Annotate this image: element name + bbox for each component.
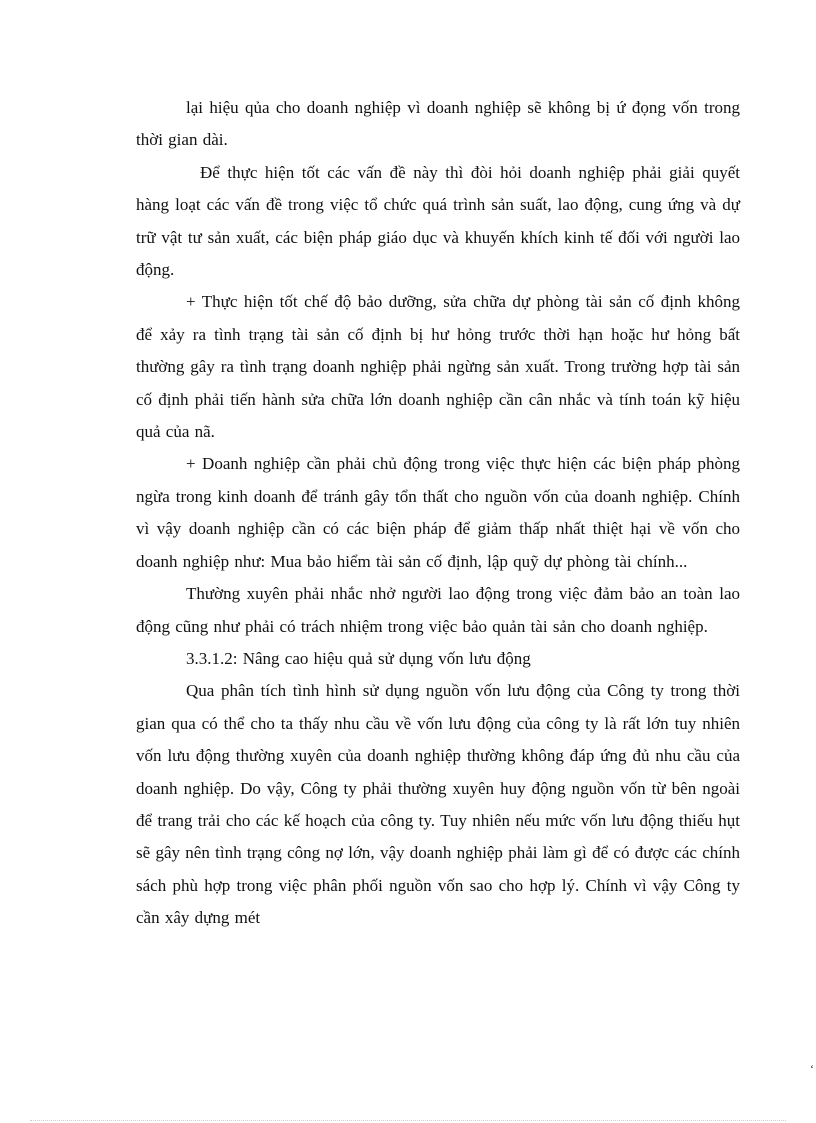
paragraph-safety: Thường xuyên phải nhắc nhở người lao động trong việc đảm bảo an toàn lao động cũng như phải có trách nhiệm trong việc bảo quản tài sản cho doanh nghiệp. — [136, 584, 740, 636]
corner-mark: ‘ — [810, 1062, 814, 1076]
document-page — [136, 92, 740, 935]
page-bottom-rule — [30, 1120, 786, 1121]
paragraph-issues: Để thực hiện tốt các vấn đề này thì đòi hỏi doanh nghiệp phải giải quyết hàng loạt các vấn đề trong việc tổ chức quá trình sản suất, lao động, cung ứng và dự trữ vật tư sản xuất, các biện pháp giáo dục và khuyến khích kinh tế đối với người lao động. — [136, 162, 740, 280]
paragraph-working-capital: Qua phân tích tình hình sử dụng nguồn vốn lưu động của Công ty trong thời gian qua có thể cho ta thấy nhu cầu về vốn lưu động của công ty là rất lớn tuy nhiên vốn lưu động thường xuyên của doanh nghiệp thường không đáp ứng đủ nhu cầu của doanh nghiệp. Do vậy, Công ty phải thường xuyên huy động nguồn vốn từ bên ngoài để trang trải cho các kế hoạch của công ty. Tuy nhiên nếu mức vốn lưu động thiếu hụt sẽ gây nên tình trạng công nợ lớn, vậy doanh nghiệp phải làm gì để có được các chính sách phù hợp trong việc phân phối nguồn vốn sao cho hợp lý. Chính vì vậy Công ty cần xây dựng mét — [136, 681, 740, 928]
paragraph-continuation: lại hiệu qủa cho doanh nghiệp vì doanh nghiệp sẽ không bị ứ đọng vốn trong thời gian dài. — [136, 98, 740, 150]
section-heading: 3.3.1.2: Nâng cao hiệu quả sử dụng vốn lưu động — [186, 648, 531, 668]
paragraph-prevention: + Doanh nghiệp cần phải chủ động trong việc thực hiện các biện pháp phòng ngừa trong kinh doanh để tránh gây tổn thất cho nguồn vốn của doanh nghiệp. Chính vì vậy doanh nghiệp cần có các biện pháp để giảm thấp nhất thiệt hại về vốn cho doanh nghiệp như: Mua bảo hiểm tài sản cố định, lập quỹ dự phòng tài chính... — [136, 454, 740, 571]
paragraph-maintenance: + Thực hiện tốt chế độ bảo dưỡng, sửa chữa dự phòng tài sản cố định không để xảy ra tình trạng tài sản cố định bị hư hỏng trước thời hạn hoặc hư hỏng bất thường gây ra tình trạng doanh nghiệp phải ngừng sản xuất. Trong trường hợp tài sản cố định phải tiến hành sửa chữa lớn doanh nghiệp cần cân nhắc và tính toán kỹ hiệu quả của nã. — [136, 292, 740, 442]
